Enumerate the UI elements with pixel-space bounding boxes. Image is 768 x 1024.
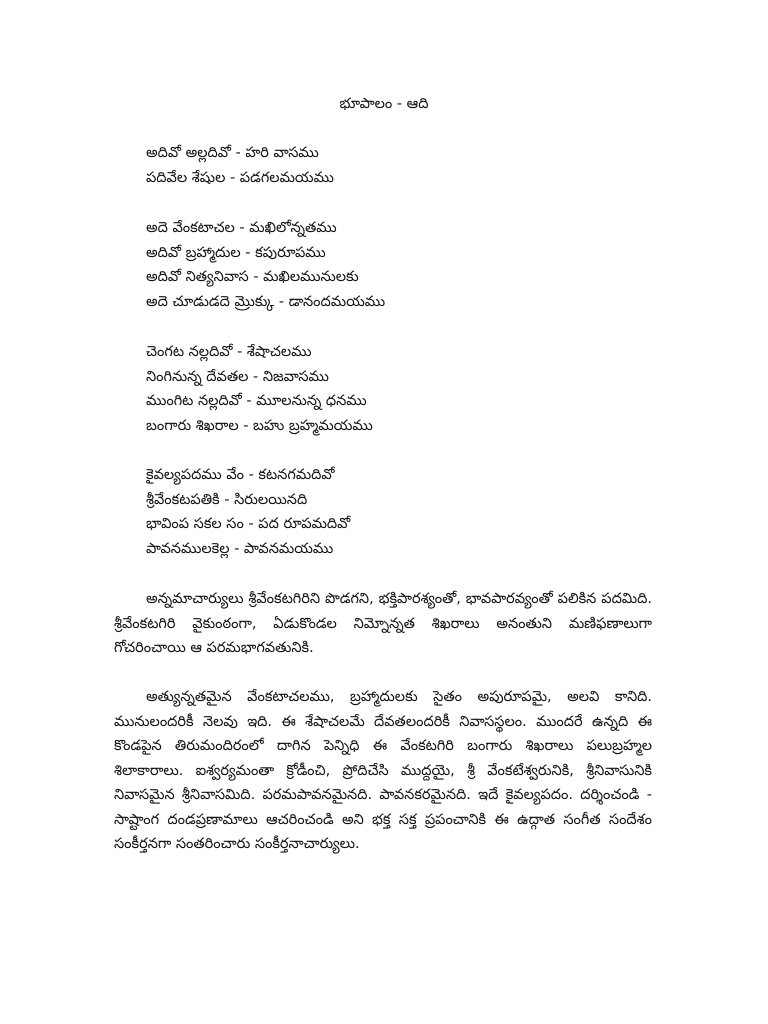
commentary-paragraph-2: అత్యున్నతమైన వేంకటాచలము, బ్రహ్మాదులకు సైతం అపురూపమై, అలవి కానిది. మునులందరికీ నెలవు ఇది. ఈ శేషాచలమే దేవతలందరికీ నివాసస్థలం. ముందరే ఉన్నది ఈ కొండపైన తిరుమందిరంలో దాగిన పెన్నిధి ఈ వేంకటగిరి బంగారు శిఖరాలు పలుబ్రహ్మల శిలాకారాలు. ఐశ్వర్యమంతా క్రోడీంచి, ప్రోదిచేసి ముద్దయై, శ్రీ వేంకటేశ్వరునికి, శ్రీనివాసునికి నివాసమైన శ్రీనివాసమిది. పరమపావనమైనది. పావనకరమైనది. ఇదే కైవల్యపదం. దర్శించండి - సాష్టాంగ దండప్రణామాలు ఆచరించండి అని భక్త సక్త ప్రపంచానికి ఈ ఉద్గాత సంగీత సందేశం సంకీర్తనగా సంతరించారు సంకీర్తనాచార్యులు. bbox=[114, 689, 652, 852]
stanza-line: బంగారు శిఖరాల - బహు బ్రహ్మమయము bbox=[146, 417, 373, 434]
stanza-line: అదివో బ్రహ్మాదుల - కపురూపము bbox=[146, 244, 326, 261]
stanza-charanam-2 bbox=[146, 340, 666, 438]
stanza-line: ముంగిట నల్లదివో - మూలనున్న ధనము bbox=[146, 393, 367, 409]
stanza-line: శ్రీవేంకటపతికి - సిరులయినది bbox=[146, 491, 308, 508]
stanza-line: భావింప సకల సం - పద రూపమదివో bbox=[146, 516, 351, 532]
commentary-paragraph-1: అన్నమాచార్యులు శ్రీవేంకటగిరిని పొడగని, భక్తిపారశ్యంతో, భావపారవ్యంతో పలికిన పదమిది. శ్రీవేంకటగిరి వైకుంఠంగా, ఏడుకొండల నిమ్నోన్నత శిఖరాలు అనంతుని మణిఫణాలుగా గోచరించాయి ఆ పరమభాగవతునికి. bbox=[114, 591, 652, 656]
stanza-charanam-1 bbox=[146, 216, 666, 314]
stanza-line: పదివేల శేషుల - పడగలమయము bbox=[146, 169, 334, 186]
stanza-line: అదివో అల్లదివో - హరి వాసము bbox=[146, 145, 319, 161]
stanza-line: కైవల్యపదము వేం - కటనగమదివో bbox=[146, 467, 335, 483]
raga-tala-heading: భూపాలం - ఆది bbox=[339, 96, 429, 112]
stanza-line: అదివో నిత్యనివాస - మఖిలమునులకు bbox=[146, 269, 359, 285]
stanza-charanam-3 bbox=[146, 463, 666, 561]
stanza-line: అదె వేంకటాచల - మఖిలోన్నతము bbox=[146, 220, 337, 236]
stanza-line: చెంగట నల్లదివో - శేషాచలము bbox=[146, 344, 312, 360]
stanza-line: పావనములకెల్ల - పావనమయము bbox=[146, 540, 334, 557]
stanza-pallavi bbox=[146, 141, 666, 190]
stanza-line: అదె చూడుడదె మ్రొక్కు - డానందమయము bbox=[146, 293, 386, 310]
stanza-line: నింగినున్న దేవతల - నిజవాసము bbox=[146, 368, 329, 385]
